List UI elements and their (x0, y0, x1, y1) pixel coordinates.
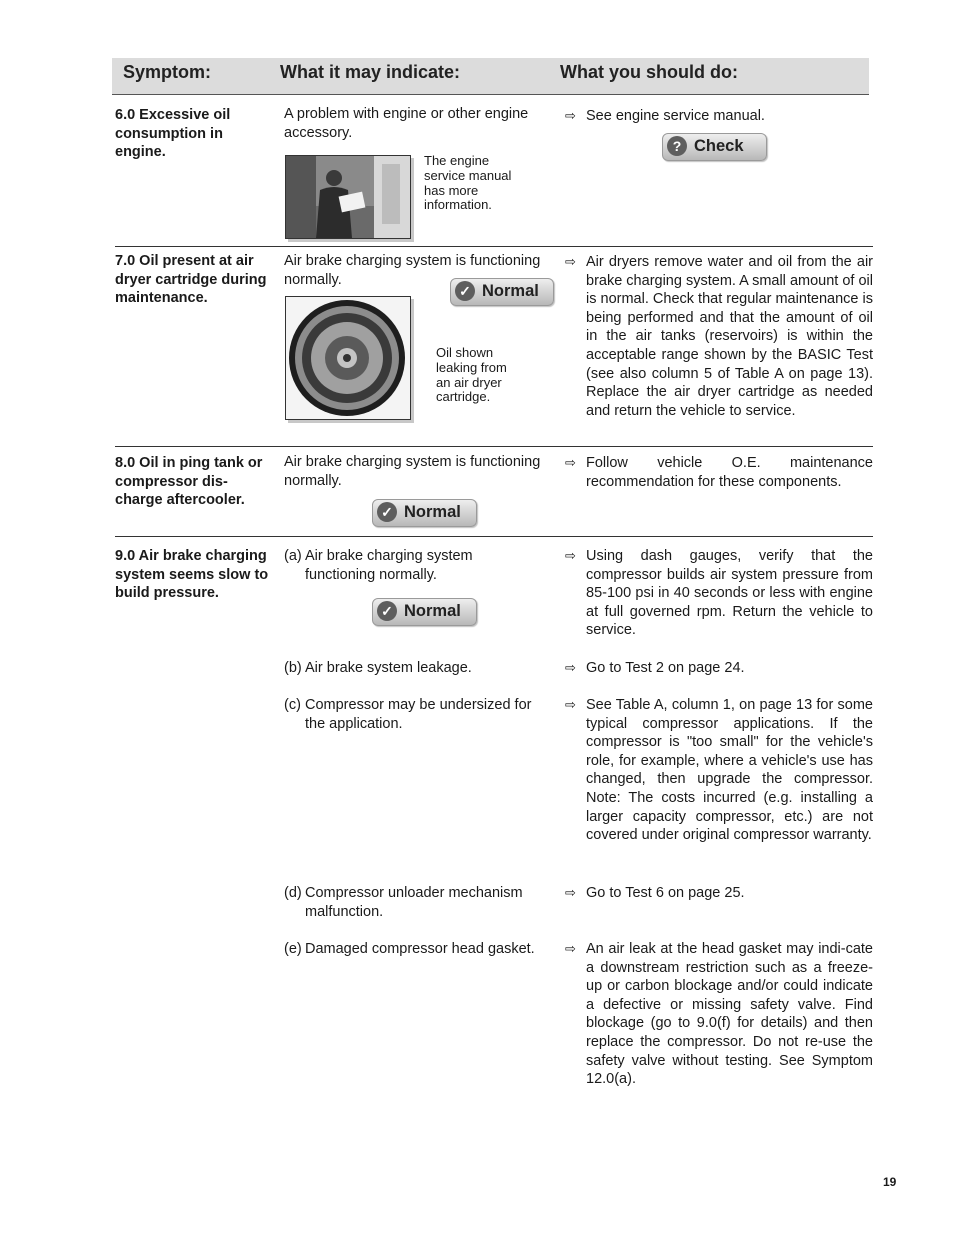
symptom-6-0: 6.0 Excessive oil consumption in engine. (115, 107, 231, 161)
symptom-8-0: 8.0 Oil in ping tank or compressor dis-charge aftercooler. (115, 455, 263, 509)
air-dryer-cartridge-photo (285, 296, 411, 420)
header-what-it-may-indicate: What it may indicate: (280, 62, 461, 82)
symptom-7-0: 7.0 Oil present at air dryer cartridge during maintenance. (115, 253, 267, 307)
header-symptom: Symptom: (123, 62, 212, 82)
arrow-icon: ⇨ (565, 455, 576, 470)
check-mark-icon: ✓ (377, 502, 397, 522)
arrow-icon: ⇨ (565, 254, 576, 269)
action-9-0-a: ⇨ Using dash gauges, verify that the compressor builds air system pressure from 85-100 psi in 40 seconds or less with engine at full governed rpm. Return the vehicle to service. (565, 548, 873, 639)
mechanic-reading-manual-photo (285, 155, 411, 239)
action-9-0-c: ⇨ See Table A, column 1, on page 13 for some typical compressor applications. If the compressor is "too small" for the vehicle's role, for example, where a vehicle's use has changed, then upgrade the compressor. Note: The costs incurred (e.g. installing a larger capacity compressor, etc.) are not covered under original compressor warranty. (565, 697, 873, 844)
action-8-0: ⇨ Follow vehicle O.E. maintenance recommendation for these components. (565, 455, 873, 490)
header-what-you-should-do: What you should do: (560, 62, 738, 82)
normal-badge: ✓ Normal (372, 499, 477, 527)
page-number: 19 (883, 1175, 897, 1189)
action-6-0: ⇨ See engine service manual. (565, 108, 765, 124)
action-9-0-e: ⇨ An air leak at the head gasket may indi-cate a downstream restriction such as a freeze-up or carbon blockage and/or could indicate a defective or missing safety valve. Find blockage (go to 9.0(f) for details) and then replace the compressor. Do not re-use the safety valve without testing. See Symptom 12.0(a). (565, 941, 873, 1088)
normal-badge: ✓ Normal (372, 598, 477, 626)
caption-engine-manual: The engine service manual has more information. (424, 153, 512, 213)
indicate-9-0-e: (e) Damaged compressor head gasket. (284, 941, 535, 957)
question-icon: ? (667, 136, 687, 156)
indicate-9-0-d: (d) Compressor unloader mechanism malfunction. (284, 885, 523, 920)
normal-badge: ✓ Normal (450, 278, 554, 306)
indicate-9-0-c: (c) Compressor may be undersized for the application. (284, 697, 532, 732)
check-mark-icon: ✓ (455, 281, 475, 301)
caption-oil-leak: Oil shown leaking from an air dryer cartridge. (436, 345, 507, 405)
arrow-icon: ⇨ (565, 885, 576, 900)
indicate-6-0: A problem with engine or other engine accessory. (284, 106, 529, 141)
arrow-icon: ⇨ (565, 108, 576, 123)
indicate-9-0-a: (a) Air brake charging system functioning normally. (284, 548, 473, 583)
check-badge: ? Check (662, 133, 767, 161)
arrow-icon: ⇨ (565, 697, 576, 712)
row-divider (115, 446, 873, 447)
indicate-8-0: Air brake charging system is functioning normally. (284, 454, 541, 489)
arrow-icon: ⇨ (565, 660, 576, 675)
action-9-0-b: ⇨ Go to Test 2 on page 24. (565, 660, 745, 676)
indicate-9-0-b: (b) Air brake system leakage. (284, 660, 472, 676)
action-9-0-d: ⇨ Go to Test 6 on page 25. (565, 885, 745, 901)
action-7-0: ⇨ Air dryers remove water and oil from the air brake charging system. A small amount of oil is normal. Check that regular maintenance is being performed and that the amount of oil in the air tanks (reservoirs) is within the acceptable range shown by the BASIC Test (see also column 5 of Table A on page 13). Replace the air dryer cartridge as needed and return the vehicle to service. (565, 254, 873, 419)
symptom-9-0: 9.0 Air brake charging system seems slow to build pressure. (115, 548, 269, 602)
row-divider (115, 536, 873, 537)
arrow-icon: ⇨ (565, 548, 576, 563)
table-header (112, 58, 869, 95)
arrow-icon: ⇨ (565, 941, 576, 956)
row-divider (115, 246, 873, 247)
indicate-7-0: Air brake charging system is functioning normally. (284, 253, 541, 288)
check-mark-icon: ✓ (377, 601, 397, 621)
